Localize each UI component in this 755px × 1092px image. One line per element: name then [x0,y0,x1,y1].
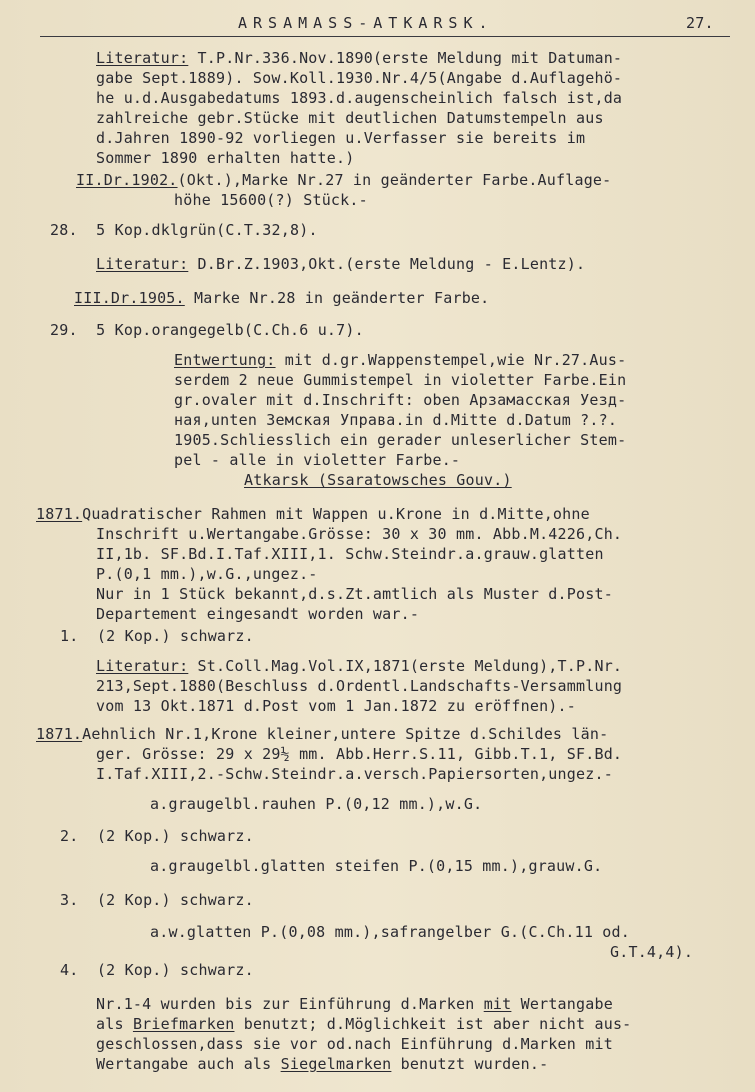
text-line [96,696,576,716]
text-segment: Departement eingesandt worden war.- [96,605,420,623]
text-line [36,724,608,744]
text-line [74,288,489,308]
text-segment: höhe 15600(?) Stück.- [174,191,368,209]
underlined-segment: Entwertung: [174,351,276,369]
text-segment: benutzt wurden.- [391,1055,549,1073]
text-segment: zahlreiche gebr.Stücke mit deutlichen Datumstempeln aus [96,109,604,127]
text-segment: Wertangabe auch als [96,1055,281,1073]
text-segment: ger. Grösse: 29 x 29½ mm. Abb.Herr.S.11, Gibb.T.1, SF.Bd. [96,745,623,763]
text-line [96,48,622,68]
text-line [96,676,622,696]
page-number: 27. [686,14,714,32]
text-segment: d.Jahren 1890-92 vorliegen u.Verfasser sie bereits im [96,129,586,147]
text-segment: Marke Nr.28 in geänderter Farbe. [184,289,490,307]
text-line [96,68,622,88]
text-segment: G.T.4,4). [610,943,694,961]
text-line [150,794,482,814]
text-segment: 29. 5 Kop.orangegelb(C.Ch.6 u.7). [50,321,364,339]
text-segment: I.Taf.XIII,2.-Schw.Steindr.a.versch.Papiersorten,ungez.- [96,765,613,783]
text-segment: 2. (2 Kop.) schwarz. [60,827,254,845]
text-segment: a.w.glatten P.(0,08 mm.),safrangelber G.(C.Ch.11 od. [150,923,630,941]
text-line [174,390,626,410]
text-line [96,544,604,564]
text-segment: serdem 2 neue Gummistempel in violetter Farbe.Ein [174,371,627,389]
underlined-segment: Literatur: [96,49,189,67]
text-line [174,410,617,430]
text-segment: benutzt; d.Möglichkeit ist aber nicht aus- [234,1015,632,1033]
text-line [96,1034,613,1054]
text-line [96,994,613,1014]
underlined-segment: Atkarsk (Ssaratowsches Gouv.) [244,471,512,489]
text-line [150,922,630,942]
text-segment: he u.d.Ausgabedatums 1893.d.augenscheinlich falsch ist,da [96,89,623,107]
text-segment: Quadratischer Rahmen mit Wappen u.Krone in d.Mitte,ohne [82,505,590,523]
text-segment: II,1b. SF.Bd.I.Taf.XIII,1. Schw.Steindr.a.grauw.glatten [96,545,604,563]
text-line [60,960,254,980]
text-line [96,564,318,584]
text-line [96,584,613,604]
text-line [174,190,368,210]
text-segment: mit d.gr.Wappenstempel,wie Nr.27.Aus- [275,351,627,369]
text-segment: a.graugelbl.glatten steifen P.(0,15 mm.),grauw.G. [150,857,603,875]
text-line [610,942,693,962]
text-line [174,350,626,370]
text-segment: St.Coll.Mag.Vol.IX,1871(erste Meldung),T.P.Nr. [188,657,623,675]
text-segment: 213,Sept.1880(Beschluss d.Ordentl.Landschafts-Versammlung [96,677,623,695]
text-segment: 1905.Schliesslich ein gerader unleserlicher Stem- [174,431,627,449]
text-line [96,88,622,108]
text-line [96,148,354,168]
text-line [96,1014,631,1034]
underlined-segment: 1871. [36,505,83,523]
text-segment: Sommer 1890 erhalten hatte.) [96,149,355,167]
text-line [96,764,613,784]
text-segment: D.Br.Z.1903,Okt.(erste Meldung - E.Lentz). [188,255,586,273]
text-line [96,108,604,128]
text-line [174,430,626,450]
text-segment: a.graugelbl.rauhen P.(0,12 mm.),w.G. [150,795,483,813]
text-line [96,254,585,274]
underlined-segment: Siegelmarken [280,1055,392,1073]
underlined-segment: Briefmarken [132,1015,235,1033]
text-segment: geschlossen,dass sie vor od.nach Einführung d.Marken mit [96,1035,613,1053]
text-segment: als [96,1015,133,1033]
text-line [150,856,602,876]
underlined-segment: II.Dr.1902. [76,171,178,189]
text-segment: Nur in 1 Stück bekannt,d.s.Zt.amtlich als Muster d.Post- [96,585,613,603]
text-line [60,626,254,646]
text-line [76,170,611,190]
text-segment: P.(0,1 mm.),w.G.,ungez.- [96,565,318,583]
text-segment: 4. (2 Kop.) schwarz. [60,961,254,979]
text-line [96,744,622,764]
text-line [244,470,512,490]
text-line [96,128,585,148]
text-line [60,890,254,910]
text-segment: 3. (2 Kop.) schwarz. [60,891,254,909]
text-segment: 28. 5 Kop.dklgrün(C.T.32,8). [50,221,318,239]
text-line [174,450,460,470]
underlined-segment: Literatur: [96,657,189,675]
text-segment: T.P.Nr.336.Nov.1890(erste Meldung mit Datuman- [188,49,623,67]
text-line [174,370,626,390]
text-line [36,504,590,524]
text-segment: gabe Sept.1889). Sow.Koll.1930.Nr.4/5(Angabe d.Auflagehö- [96,69,623,87]
text-segment: Inschrift u.Wertangabe.Grösse: 30 x 30 mm. Abb.M.4226,Ch. [96,525,623,543]
text-segment: Aehnlich Nr.1,Krone kleiner,untere Spitze d.Schildes län- [82,725,609,743]
text-segment: ная,unten Земская Управа.in d.Mitte d.Datum ?.?. [174,411,618,429]
text-segment: Nr.1-4 wurden bis zur Einführung d.Marken [96,995,484,1013]
page-header-title: ARSAMASS-ATKARSK. [238,14,494,32]
text-line [96,656,622,676]
text-segment: vom 13 Okt.1871 d.Post vom 1 Jan.1872 zu eröffnen).- [96,697,576,715]
text-line [50,320,364,340]
underlined-segment: mit [483,995,512,1013]
text-segment: (Okt.),Marke Nr.27 in geänderter Farbe.Auflage- [177,171,612,189]
text-line [96,604,419,624]
text-line [96,1054,548,1074]
text-segment: pel - alle in violetter Farbe.- [174,451,461,469]
text-line [60,826,254,846]
underlined-segment: 1871. [36,725,83,743]
text-segment: gr.ovaler mit d.Inschrift: oben Арзамасская Уезд- [174,391,627,409]
text-line [96,524,622,544]
header-rule [40,36,730,37]
underlined-segment: Literatur: [96,255,189,273]
text-segment: 1. (2 Kop.) schwarz. [60,627,254,645]
text-line [50,220,318,240]
text-segment: Wertangabe [511,995,613,1013]
underlined-segment: III.Dr.1905. [74,289,185,307]
